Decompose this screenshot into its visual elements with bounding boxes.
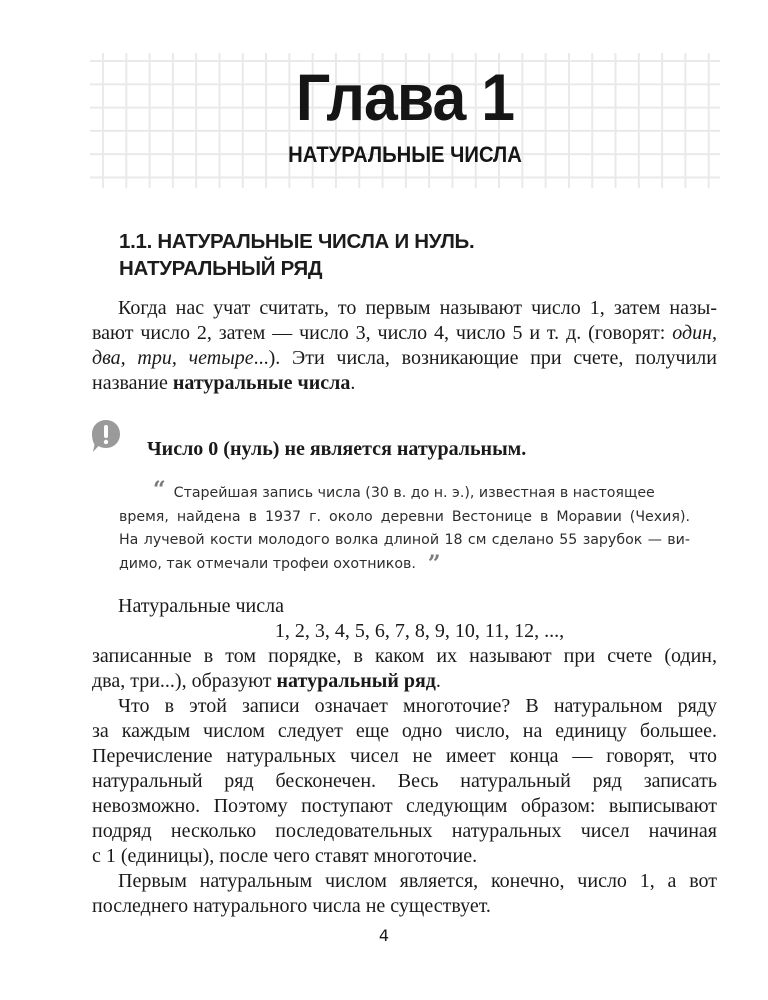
text: два, три...), образуют [92, 670, 277, 692]
paragraph-line: последнего натурального числа не существует. [92, 895, 491, 917]
paragraph-line [92, 346, 717, 371]
text: записанные в том порядке, в каком их называют при счете (один, [92, 645, 717, 667]
close-quote-icon: ” [427, 550, 441, 577]
paragraph-natural-numbers-intro [92, 296, 717, 396]
paragraph-line: Первым натуральным числом является, конечно, число 1, а вот [118, 870, 717, 892]
open-quote-icon: “ [153, 477, 166, 503]
chapter-title: Глава 1 [295, 60, 515, 134]
paragraph-line: Что в этой записи означает многоточие? В натуральном ряду [118, 695, 717, 717]
paragraph-natural-series [92, 594, 717, 694]
exclamation-dot [104, 440, 108, 444]
section-heading-line-2: НАТУРАЛЬНЫЙ РЯД [119, 257, 323, 280]
quote-line [119, 529, 690, 553]
text: . [435, 670, 441, 692]
paragraph-line [92, 644, 717, 669]
text: Когда нас учат считать, то первым называют число 1, затем назы- [118, 297, 717, 319]
paragraph-line: натуральный ряд бесконечен. Весь натуральный ряд записать [92, 770, 717, 792]
term-natural-series: натуральный ряд [276, 670, 436, 692]
paragraph-line: с 1 (единицы), после чего ставят многоточие. [92, 845, 478, 867]
italic-text: один, [672, 322, 717, 344]
text: ...). Эти числа, возникающие при счете, получили [253, 347, 717, 369]
chapter-header [90, 53, 720, 188]
section-heading-line-1: 1.1. НАТУРАЛЬНЫЕ ЧИСЛА И НУЛЬ. [119, 230, 475, 253]
natural-number-sequence: 1, 2, 3, 4, 5, 6, 7, 8, 9, 10, 11, 12, ..., [274, 620, 565, 642]
text: Натуральные числа [118, 595, 284, 617]
text: вают число 2, затем — число 3, число 4, число 5 и т. д. (говорят: [92, 322, 673, 344]
paragraph-line [92, 321, 717, 346]
note-text: Число 0 (нуль) не является натуральным. [147, 438, 527, 460]
paragraph-first-last-number [92, 869, 717, 919]
exclamation-bubble-icon [91, 419, 121, 455]
paragraph-line: подряд несколько последовательных натуральных чисел начиная [92, 820, 717, 842]
text: время, найдена в 1937 г. около деревни Вестонице в Моравии (Чехия). [119, 508, 690, 525]
paragraph-line: за каждым числом следует еще одно число, на единицу большее. [92, 720, 717, 742]
text: название [92, 372, 173, 394]
text: На лучевой кости молодого волка длиной 18 см сделано 55 зарубок — ви- [119, 532, 690, 548]
paragraph-line: невозможно. Поэтому поступают следующим образом: выписывают [92, 795, 717, 817]
paragraph-line [92, 669, 717, 694]
paragraph-ellipsis-meaning [92, 694, 717, 869]
paragraph-line [92, 296, 717, 321]
text: димо, так отмечали трофеи охотников. [119, 555, 416, 572]
historical-quote [119, 477, 690, 577]
italic-text: два, три, четыре [92, 347, 254, 369]
quote-line [119, 506, 690, 530]
exclamation-bar [104, 425, 108, 438]
quote-line [119, 477, 690, 506]
chapter-subtitle: НАТУРАЛЬНЫЕ ЧИСЛА [288, 142, 522, 167]
text: . [350, 372, 356, 394]
paragraph-line [92, 594, 717, 619]
paragraph-line: Перечисление натуральных чисел не имеет конца — говорят, что [92, 745, 717, 767]
text: Старейшая запись числа (30 в. до н. э.), известная в настоящее [173, 485, 655, 501]
section-heading [119, 228, 679, 282]
page-number: 4 [378, 926, 390, 945]
paragraph-line [92, 371, 717, 396]
quote-line [119, 550, 690, 577]
term-natural-numbers: натуральные числа [172, 372, 351, 394]
